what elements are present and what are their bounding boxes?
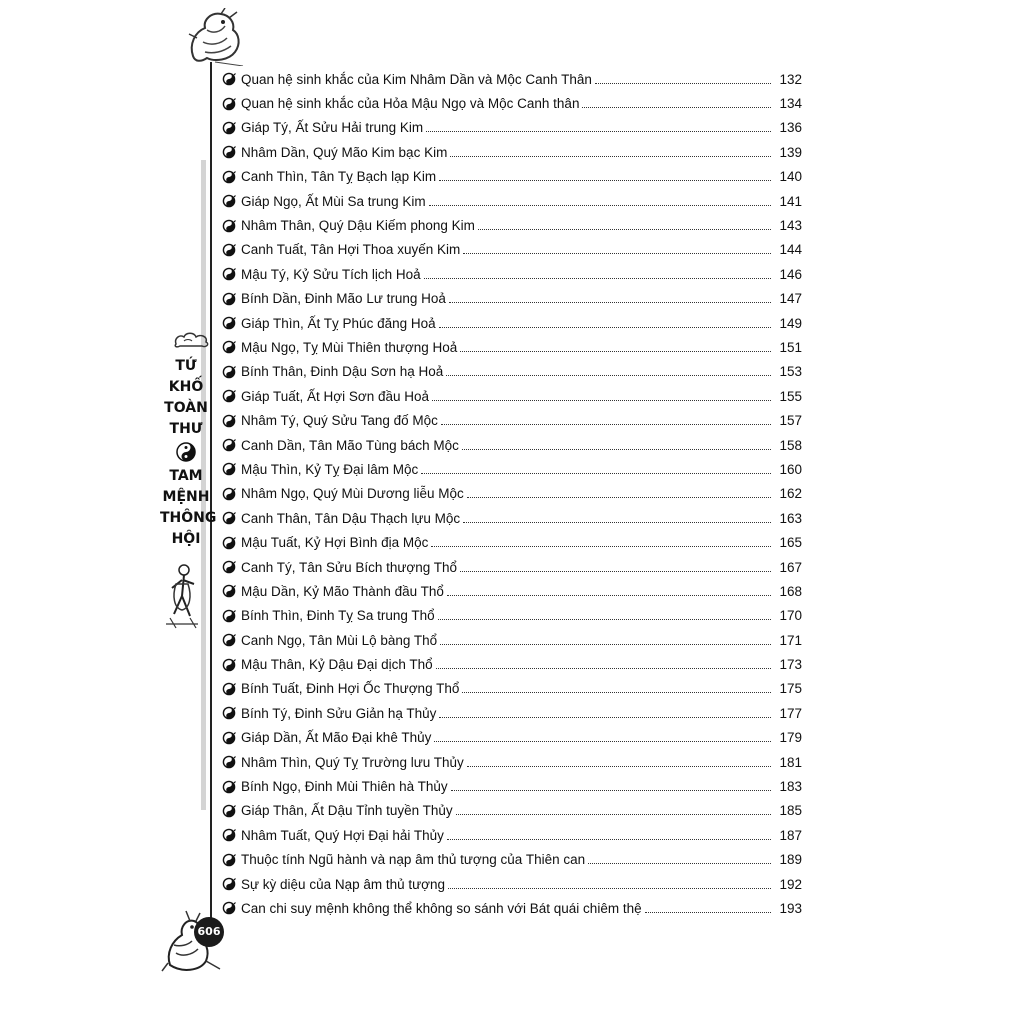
toc-entry — [222, 287, 802, 311]
toc-entry — [222, 848, 802, 872]
toc-entry-page-number: 170 — [779, 608, 802, 624]
toc-entry-page-number: 160 — [779, 461, 802, 477]
yin-yang-bullet-icon — [222, 316, 236, 330]
toc-entry-title: Canh Thìn, Tân Tỵ Bạch lạp Kim — [241, 169, 437, 185]
toc-entry — [222, 604, 802, 628]
yin-yang-bullet-icon — [222, 536, 236, 550]
toc-entry-page-number: 167 — [779, 559, 802, 575]
yin-yang-bullet-icon — [222, 121, 236, 135]
toc-entry-page-number: 181 — [779, 754, 802, 770]
toc-entry — [222, 457, 802, 481]
toc-entry — [222, 726, 802, 750]
toc-entry-title: Nhâm Thân, Quý Dậu Kiếm phong Kim — [241, 218, 475, 234]
toc-entry-page-number: 140 — [779, 169, 802, 185]
dot-leader — [431, 546, 771, 547]
dot-leader — [462, 449, 771, 450]
yin-yang-bullet-icon — [222, 780, 236, 794]
toc-entry-title: Mậu Ngọ, Tỵ Mùi Thiên thượng Hoả — [241, 339, 458, 355]
toc-entry — [222, 360, 802, 384]
toc-entry — [222, 335, 802, 359]
toc-entry-title: Giáp Tuất, Ất Hợi Sơn đầu Hoả — [241, 388, 430, 404]
page-number-badge: 606 — [194, 917, 224, 947]
toc-entry-page-number: 153 — [779, 364, 802, 380]
dot-leader — [448, 888, 771, 889]
toc-entry — [222, 555, 802, 579]
toc-entry-page-number: 158 — [779, 437, 802, 453]
toc-entry-title: Bính Thân, Đinh Dậu Sơn hạ Hoả — [241, 364, 444, 380]
yin-yang-bullet-icon — [222, 584, 236, 598]
dot-leader — [467, 766, 771, 767]
dot-leader — [595, 83, 771, 84]
yin-yang-icon — [176, 442, 196, 462]
toc-entry-page-number: 185 — [779, 803, 802, 819]
dot-leader — [447, 839, 771, 840]
toc-entry-title: Bính Tuất, Đinh Hợi Ốc Thượng Thổ — [241, 681, 460, 697]
yin-yang-bullet-icon — [222, 219, 236, 233]
table-of-contents — [222, 67, 802, 921]
toc-entry-page-number: 139 — [779, 144, 802, 160]
toc-entry-title: Giáp Tý, Ất Sửu Hải trung Kim — [241, 120, 424, 136]
toc-entry-title: Mậu Thân, Kỷ Dậu Đại dịch Thổ — [241, 657, 433, 673]
toc-entry-title: Bính Tý, Đinh Sửu Giản hạ Thủy — [241, 705, 437, 721]
toc-entry — [222, 384, 802, 408]
side-title-word: KHỐ — [168, 379, 204, 395]
toc-entry — [222, 189, 802, 213]
dot-leader — [467, 497, 771, 498]
toc-entry-page-number: 177 — [779, 705, 802, 721]
toc-entry — [222, 701, 802, 725]
dot-leader — [429, 205, 771, 206]
yin-yang-bullet-icon — [222, 72, 236, 86]
side-title-word: THÔNG — [160, 510, 217, 526]
yin-yang-bullet-icon — [222, 682, 236, 696]
yin-yang-bullet-icon — [222, 389, 236, 403]
sage-figure-illustration — [162, 562, 202, 632]
toc-entry — [222, 896, 802, 920]
toc-entry-page-number: 168 — [779, 583, 802, 599]
toc-entry-page-number: 147 — [779, 291, 802, 307]
yin-yang-bullet-icon — [222, 633, 236, 647]
toc-entry — [222, 311, 802, 335]
toc-entry — [222, 506, 802, 530]
yin-yang-bullet-icon — [222, 731, 236, 745]
yin-yang-bullet-icon — [222, 877, 236, 891]
side-title — [160, 356, 217, 550]
toc-entry — [222, 872, 802, 896]
toc-entry-title: Mậu Thìn, Kỷ Tỵ Đại lâm Mộc — [241, 461, 419, 477]
toc-entry-title: Nhâm Dần, Quý Mão Kim bạc Kim — [241, 144, 448, 160]
dot-leader — [441, 424, 771, 425]
toc-entry-page-number: 141 — [779, 193, 802, 209]
toc-entry-title: Giáp Thìn, Ất Tỵ Phúc đăng Hoả — [241, 315, 436, 331]
toc-entry-title: Canh Ngọ, Tân Mùi Lộ bàng Thổ — [241, 632, 438, 648]
dot-leader — [424, 278, 771, 279]
toc-entry-page-number: 175 — [779, 681, 802, 697]
yin-yang-bullet-icon — [222, 97, 236, 111]
toc-entry-title: Bính Thìn, Đinh Tỵ Sa trung Thổ — [241, 608, 435, 624]
toc-entry — [222, 628, 802, 652]
toc-entry-page-number: 144 — [779, 242, 802, 258]
side-title-word: TAM — [169, 468, 203, 484]
dot-leader — [440, 644, 771, 645]
toc-entry-title: Bính Dần, Đinh Mão Lư trung Hoả — [241, 291, 446, 307]
toc-entry-title: Quan hệ sinh khắc của Hỏa Mậu Ngọ và Mộc Canh thân — [241, 96, 580, 112]
toc-entry-title: Quan hệ sinh khắc của Kim Nhâm Dần và Mộc Canh Thân — [241, 71, 592, 87]
toc-entry-page-number: 192 — [779, 876, 802, 892]
dot-leader — [463, 253, 771, 254]
toc-entry-title: Bính Ngọ, Đinh Mùi Thiên hà Thủy — [241, 779, 448, 795]
side-title-word: HỘI — [171, 531, 201, 547]
toc-entry-page-number: 157 — [779, 413, 802, 429]
toc-entry — [222, 652, 802, 676]
toc-entry-title: Giáp Ngọ, Ất Mùi Sa trung Kim — [241, 193, 426, 209]
dot-leader — [451, 790, 771, 791]
toc-entry-title: Mậu Dần, Kỷ Mão Thành đầu Thổ — [241, 583, 444, 599]
toc-entry-title: Canh Tý, Tân Sửu Bích thượng Thổ — [241, 559, 458, 575]
toc-entry-title: Canh Tuất, Tân Hợi Thoa xuyến Kim — [241, 242, 461, 258]
toc-entry-page-number: 155 — [779, 388, 802, 404]
yin-yang-bullet-icon — [222, 267, 236, 281]
toc-entry — [222, 530, 802, 554]
dot-leader — [460, 571, 771, 572]
toc-entry-page-number: 171 — [779, 632, 802, 648]
yin-yang-bullet-icon — [222, 706, 236, 720]
toc-entry-title: Giáp Thân, Ất Dậu Tỉnh tuyền Thủy — [241, 803, 453, 819]
toc-entry-title: Nhâm Thìn, Quý Tỵ Trường lưu Thủy — [241, 754, 464, 770]
toc-entry — [222, 482, 802, 506]
toc-entry-page-number: 134 — [779, 96, 802, 112]
side-title-word: MỆNH — [162, 489, 210, 505]
toc-entry — [222, 823, 802, 847]
toc-entry-page-number: 183 — [779, 779, 802, 795]
yin-yang-bullet-icon — [222, 340, 236, 354]
toc-entry-page-number: 173 — [779, 657, 802, 673]
dot-leader — [450, 156, 771, 157]
toc-entry — [222, 799, 802, 823]
toc-entry-page-number: 146 — [779, 266, 802, 282]
toc-entry — [222, 262, 802, 286]
toc-entry-title: Canh Thân, Tân Dậu Thạch lựu Mộc — [241, 510, 461, 526]
yin-yang-bullet-icon — [222, 853, 236, 867]
toc-entry — [222, 116, 802, 140]
dot-leader — [460, 351, 771, 352]
toc-entry-page-number: 193 — [779, 900, 802, 916]
side-title-word: TỨ — [175, 358, 197, 374]
cloud-ornament — [172, 330, 212, 350]
yin-yang-bullet-icon — [222, 609, 236, 623]
dot-leader — [478, 229, 771, 230]
toc-entry-title: Mậu Tuất, Kỷ Hợi Bình địa Mộc — [241, 535, 429, 551]
toc-entry — [222, 165, 802, 189]
yin-yang-bullet-icon — [222, 804, 236, 818]
yin-yang-bullet-icon — [222, 292, 236, 306]
yin-yang-bullet-icon — [222, 560, 236, 574]
toc-entry-title: Nhâm Tuất, Quý Hợi Đại hải Thủy — [241, 827, 444, 843]
toc-entry — [222, 238, 802, 262]
yin-yang-bullet-icon — [222, 145, 236, 159]
toc-entry-title: Giáp Dần, Ất Mão Đại khê Thủy — [241, 730, 432, 746]
dot-leader — [434, 741, 771, 742]
toc-entry — [222, 67, 802, 91]
yin-yang-bullet-icon — [222, 462, 236, 476]
toc-entry-page-number: 189 — [779, 852, 802, 868]
toc-entry-title: Can chi suy mệnh không thể không so sánh với Bát quái chiêm thệ — [241, 900, 642, 916]
yin-yang-bullet-icon — [222, 414, 236, 428]
yin-yang-bullet-icon — [222, 170, 236, 184]
toc-entry-page-number: 149 — [779, 315, 802, 331]
dot-leader — [582, 107, 771, 108]
dot-leader — [645, 912, 771, 913]
dot-leader — [426, 131, 771, 132]
toc-entry — [222, 140, 802, 164]
dot-leader — [446, 375, 771, 376]
toc-entry-title: Nhâm Ngọ, Quý Mùi Dương liễu Mộc — [241, 486, 464, 502]
toc-entry — [222, 213, 802, 237]
dot-leader — [436, 668, 771, 669]
yin-yang-bullet-icon — [222, 511, 236, 525]
dot-leader — [439, 180, 771, 181]
toc-entry — [222, 433, 802, 457]
side-title-word: TOÀN — [164, 400, 208, 416]
yin-yang-bullet-icon — [222, 658, 236, 672]
dot-leader — [463, 522, 771, 523]
dot-leader — [449, 302, 771, 303]
toc-entry — [222, 91, 802, 115]
yin-yang-bullet-icon — [222, 438, 236, 452]
toc-entry-page-number: 179 — [779, 730, 802, 746]
side-title-word: THƯ — [169, 421, 203, 437]
yin-yang-bullet-icon — [222, 828, 236, 842]
toc-entry — [222, 677, 802, 701]
yin-yang-bullet-icon — [222, 194, 236, 208]
toc-entry — [222, 579, 802, 603]
toc-entry-page-number: 136 — [779, 120, 802, 136]
toc-entry-page-number: 151 — [779, 339, 802, 355]
yin-yang-bullet-icon — [222, 487, 236, 501]
dot-leader — [462, 692, 771, 693]
toc-entry-title: Nhâm Tý, Quý Sửu Tang đố Mộc — [241, 413, 438, 429]
toc-entry — [222, 750, 802, 774]
toc-entry-page-number: 162 — [779, 486, 802, 502]
yin-yang-bullet-icon — [222, 243, 236, 257]
toc-entry-title: Thuộc tính Ngũ hành và nạp âm thủ tượng của Thiên can — [241, 852, 586, 868]
dot-leader — [439, 717, 771, 718]
toc-entry-title: Canh Dần, Tân Mão Tùng bách Mộc — [241, 437, 459, 453]
toc-entry-title: Mậu Tý, Kỷ Sửu Tích lịch Hoả — [241, 266, 421, 282]
dot-leader — [588, 863, 771, 864]
dot-leader — [432, 400, 771, 401]
dragon-illustration — [185, 8, 245, 66]
toc-entry — [222, 408, 802, 432]
dot-leader — [438, 619, 771, 620]
toc-entry-page-number: 143 — [779, 218, 802, 234]
dot-leader — [456, 814, 771, 815]
toc-entry-title: Sự kỳ diệu của Nạp âm thủ tượng — [241, 876, 446, 892]
yin-yang-bullet-icon — [222, 365, 236, 379]
toc-entry-page-number: 187 — [779, 827, 802, 843]
dot-leader — [421, 473, 771, 474]
toc-entry-page-number: 132 — [779, 71, 802, 87]
toc-entry-page-number: 165 — [779, 535, 802, 551]
toc-entry-page-number: 163 — [779, 510, 802, 526]
dot-leader — [439, 327, 771, 328]
yin-yang-bullet-icon — [222, 755, 236, 769]
dot-leader — [447, 595, 771, 596]
toc-entry — [222, 774, 802, 798]
